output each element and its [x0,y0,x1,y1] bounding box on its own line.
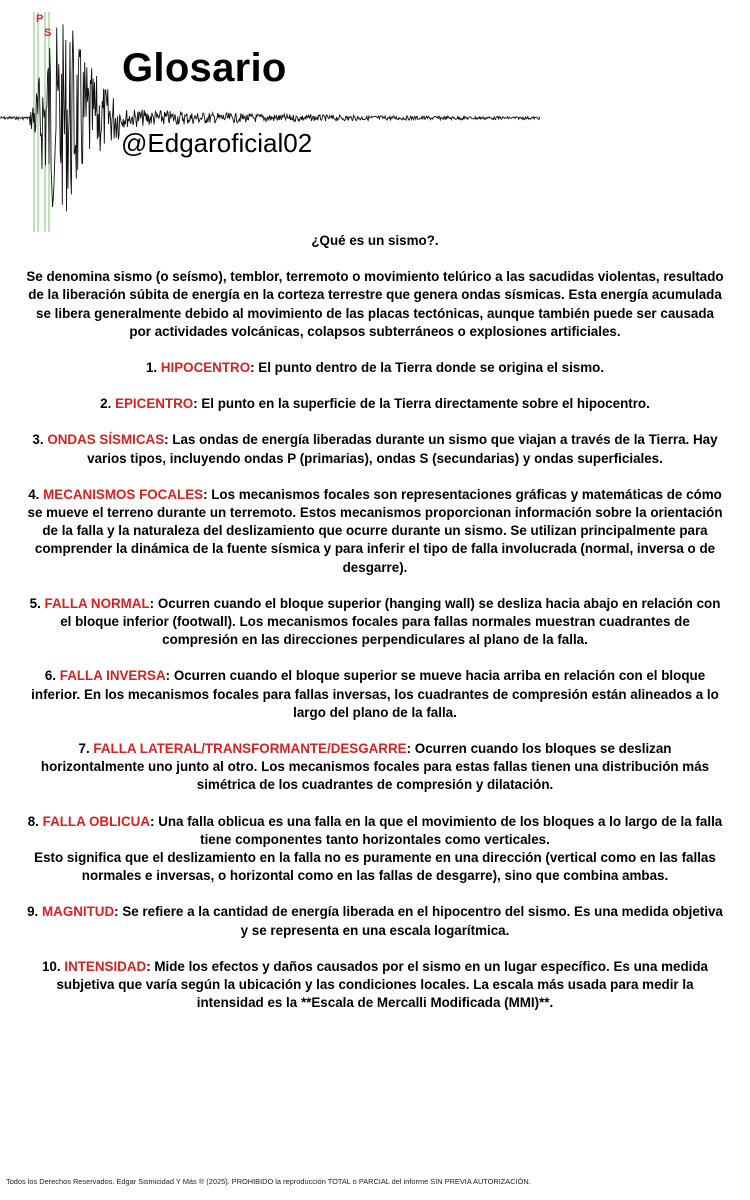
glossary-item [26,958,724,1013]
glossary-list [26,359,724,1012]
term-definition: : Mide los efectos y daños causados por el sismo en un lugar específico. Es una medida subjetiva que varía según la ubicación y las condiciones locales. La escala más usada para medir la intensidad es la **Escala de Mercalli Modificada (MMI)**. [56,958,709,1011]
glossary-item [26,431,724,467]
term-number: 10. [41,958,61,974]
p-wave-marker: P [36,13,44,25]
term-number: 5. [29,595,41,611]
glossary-item [26,486,724,577]
term-definition: : El punto en la superficie de la Tierra directamente sobre el hipocentro. [193,396,650,412]
term-definition: : Se refiere a la cantidad de energía liberada en el hipocentro del sismo. Es una medida objetiva y se representa en una escala logarítmica. [114,904,723,938]
term-name: HIPOCENTRO [160,360,251,376]
glossary-item [26,813,724,886]
term-number: 7. [78,741,90,757]
term-name: INTENSIDAD [64,958,147,974]
term-name: FALLA INVERSA [59,668,166,684]
glossary-item [26,595,724,650]
term-definition: : Una falla oblicua es una falla en la que el movimiento de los bloques a lo largo de la falla tiene componentes tanto horizontales como verticales. [150,813,723,847]
term-number: 6. [44,668,57,684]
term-name: FALLA OBLICUA [42,813,151,829]
glossary-item [26,395,724,413]
term-name: EPICENTRO [115,396,194,412]
term-definition: : Ocurren cuando el bloque superior se mueve hacia arriba en relación con el bloque inferior. En los mecanismos focales para fallas inversas, los cuadrantes de compresión están alineados a lo largo del plano de la falla. [31,668,719,720]
page-title: Glosario [122,46,287,90]
seismogram-graphic [0,0,560,240]
term-definition: : Ocurren cuando el bloque superior (hanging wall) se desliza hacia abajo en relación con el bloque inferior (footwall). Los mecanismos focales para fallas normales muestran cuadrantes de compresión en las direcciones perpendiculares al plano de la falla. [60,595,721,648]
term-number: 8. [27,813,39,829]
glossary-item [26,903,724,939]
glossary-item [26,359,724,377]
glossary-item [26,740,724,795]
term-definition: : El punto dentro de la Tierra donde se origina el sismo. [250,360,605,376]
glossary-body [26,232,724,1031]
intro-paragraph: Se denomina sismo (o seísmo), temblor, terremoto o movimiento telúrico a las sacudidas violentas, resultado de la liberación súbita de energía en la corteza terrestre que genera ondas sísmicas. Esta energía acumulada se libera generalmente debido al movimiento de las placas tectónicas, aunque también puede ser causada por actividades volcánicas, colapsos subterráneos o explosiones artificiales. [26,269,724,339]
term-name: MECANISMOS FOCALES [43,486,204,502]
term-number: 3. [32,432,44,448]
term-definition: : Los mecanismos focales son representaciones gráficas y matemáticas de cómo se mueve el terreno durante un terremoto. Estos mecanismos proporcionan información sobre la orientación de la falla y la naturaleza del deslizamiento que ocurre durante un sismo. Se utilizan principalmente para comprender la dinámica de la fuente sísmica y para inferir el tipo de falla involucrada (normal, inversa o de desgarre). [27,486,723,575]
term-number: 9. [27,904,39,920]
term-number: 4. [28,486,40,502]
term-extra: Esto significa que el deslizamiento en la falla no es puramente en una dirección (vertical como en las fallas normales e inversas, o horizontal como en las fallas de desgarre), sino que combina ambas. [34,850,716,884]
intro-question: ¿Qué es un sismo?. [311,233,439,248]
term-name: ONDAS SÍSMICAS [47,432,165,448]
s-wave-marker: S [44,27,52,39]
author-handle: @Edgaroficial02 [121,128,313,158]
term-name: MAGNITUD [42,904,115,920]
glossary-item [26,667,724,722]
term-number: 1. [145,360,158,376]
term-name: FALLA NORMAL [44,595,150,611]
copyright-footer: Todos los Derechos Reservados. Edgar Sismicidad Y Más ® (2025). PROHIBIDO la reproducción TOTAL o PARCIAL del informe SIN PREVIA AUTORIZACIÓN. [6,1177,531,1186]
term-definition: : Ocurren cuando los bloques se deslizan horizontalmente uno junto al otro. Los mecanismos focales para estas fallas tienen una distribución más simétrica de los cuadrantes de compresión y dilatación. [40,741,710,793]
term-name: FALLA LATERAL/TRANSFORMANTE/DESGARRE [93,741,407,757]
term-number: 2. [100,396,112,412]
term-definition: : Las ondas de energía liberadas durante un sismo que viajan a través de la Tierra. Hay varios tipos, incluyendo ondas P (primarias), ondas S (secundarias) y ondas superficiales. [87,432,718,466]
